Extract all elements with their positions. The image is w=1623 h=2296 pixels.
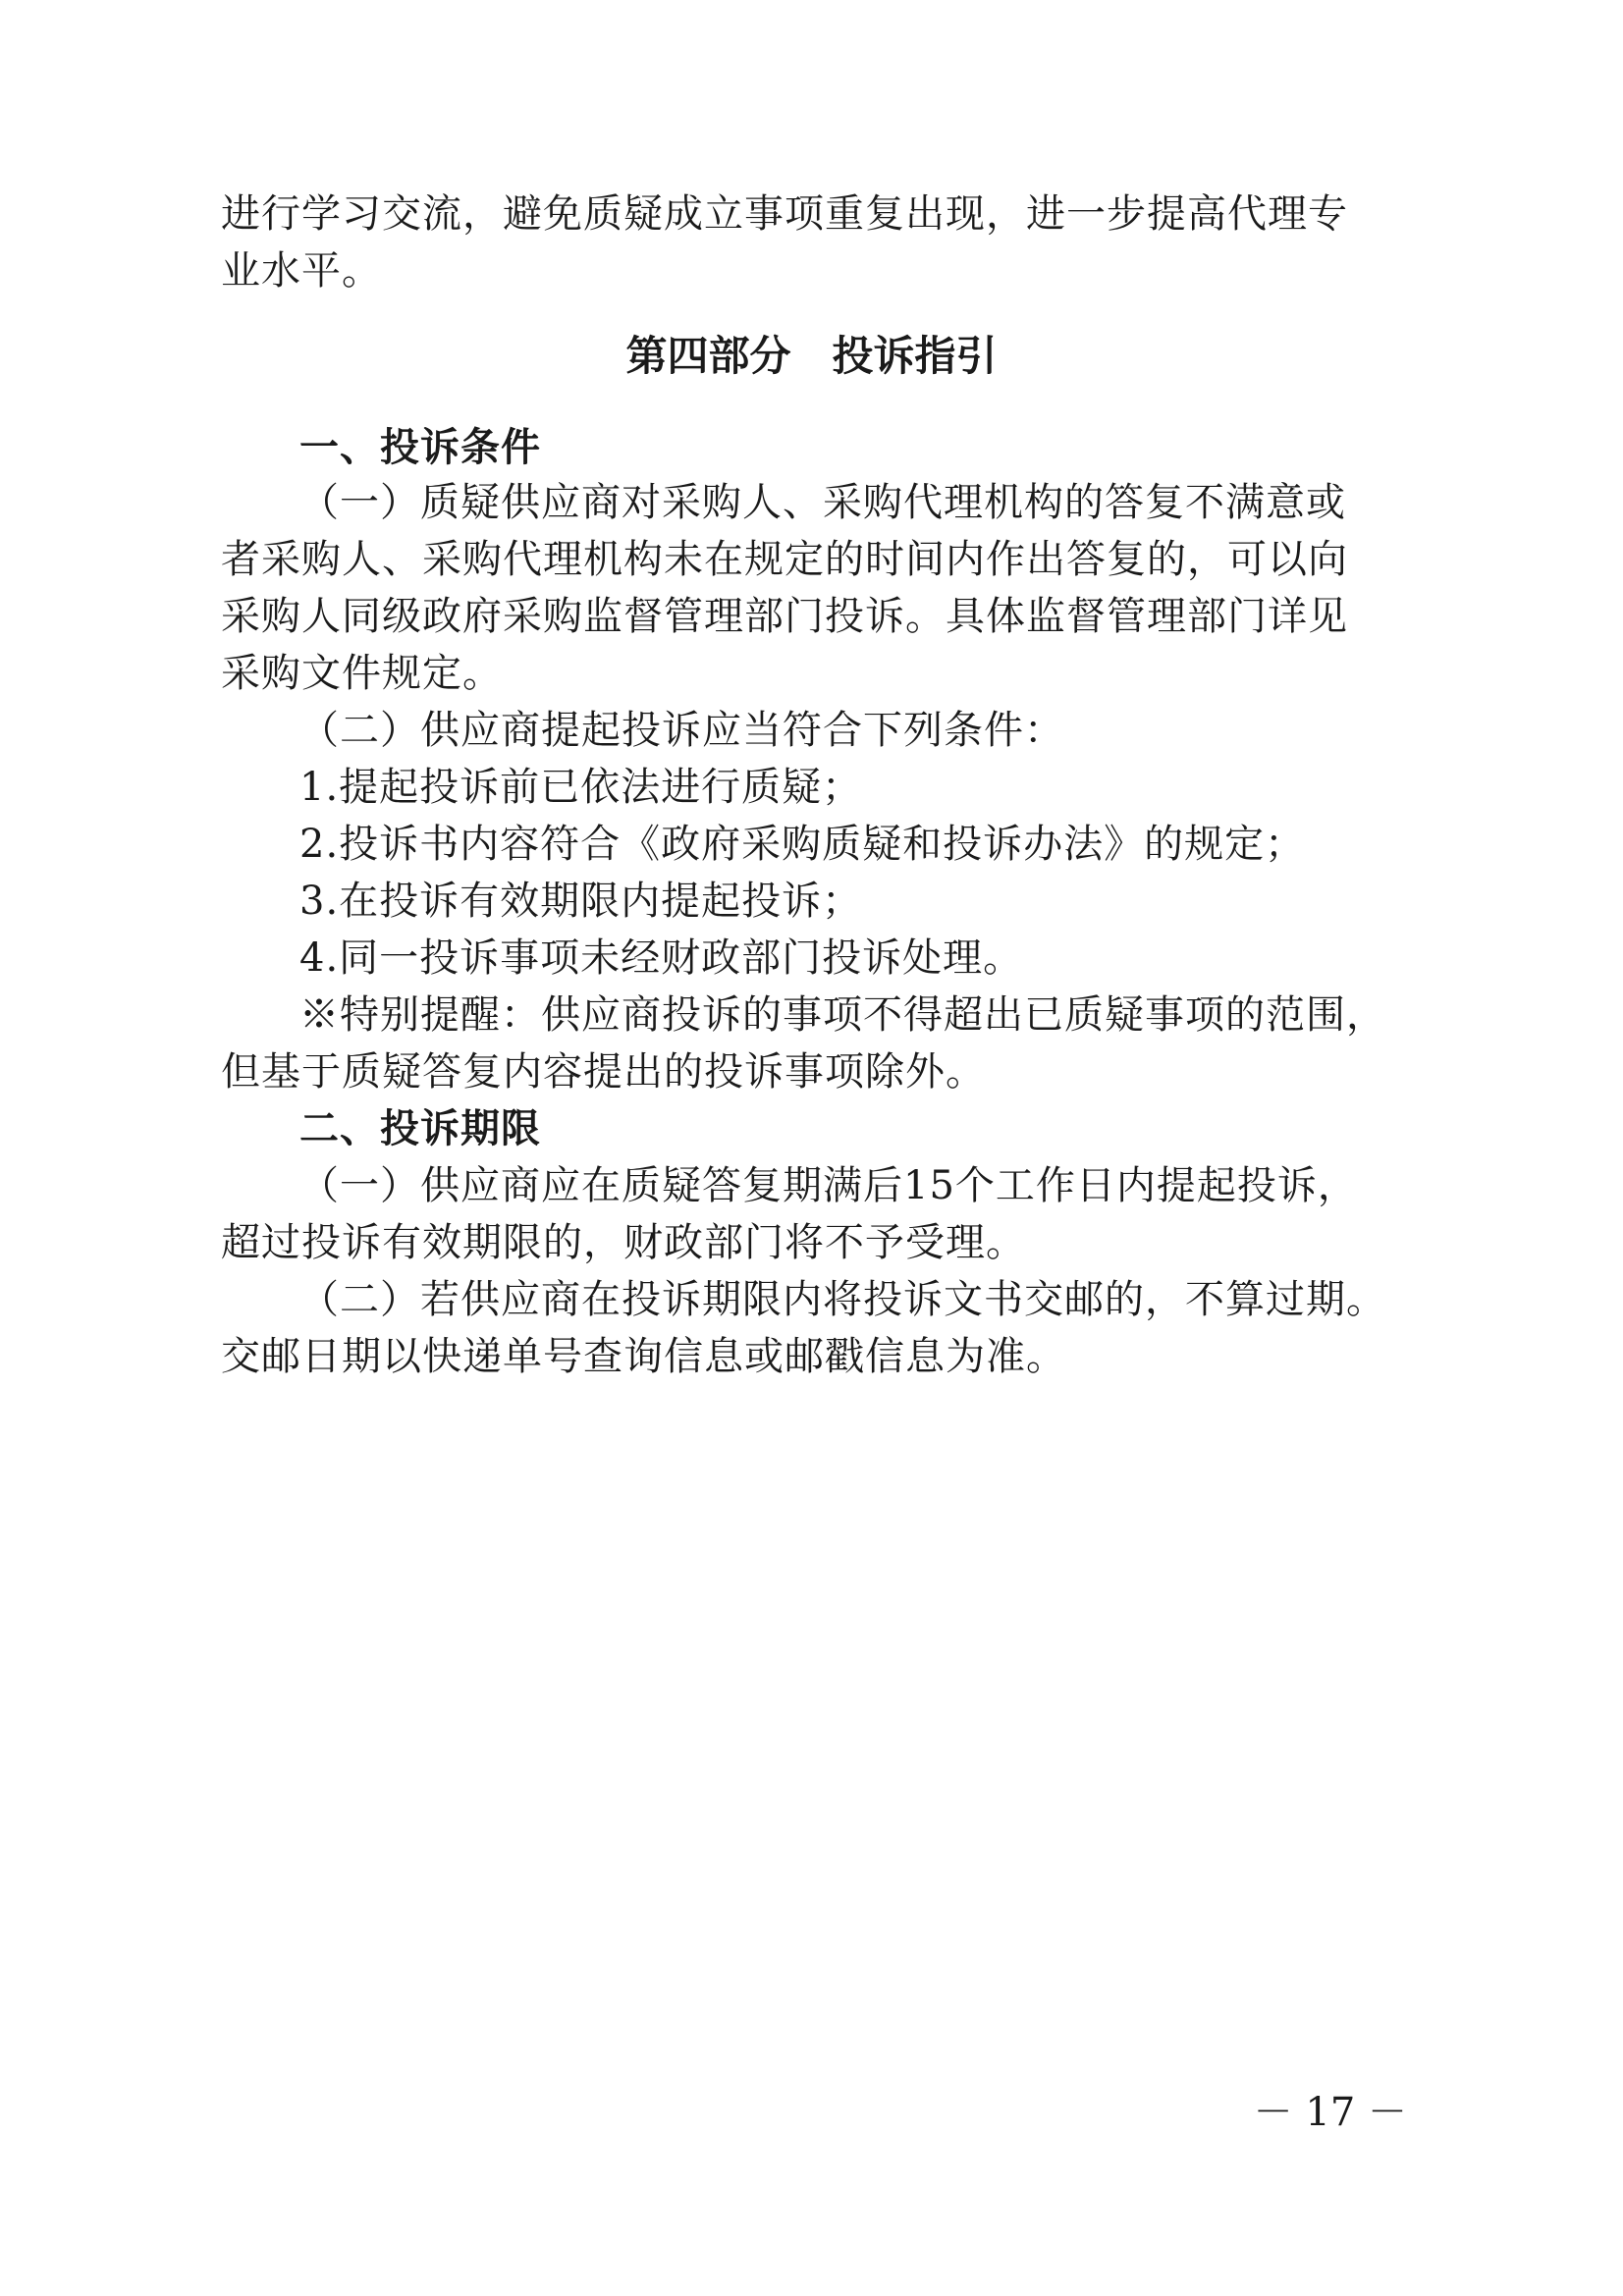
paragraph-line: 超过投诉有效期限的，财政部门将不予受理。: [221, 1220, 1026, 1265]
continuation-line-2: 业水平。: [221, 248, 382, 294]
page-number: － 17 －: [1253, 2090, 1407, 2135]
paragraph-line: 采购人同级政府采购监督管理部门投诉。具体监督管理部门详见: [221, 594, 1348, 639]
paragraph-line: 交邮日期以快递单号查询信息或邮戳信息为准。: [221, 1334, 1066, 1379]
paragraph-line: 采购文件规定。: [221, 651, 503, 696]
paragraph-line: （二）若供应商在投诉期限内将投诉文书交邮的，不算过期。: [299, 1277, 1386, 1322]
paragraph-line: （二）供应商提起投诉应当符合下列条件：: [299, 708, 1064, 753]
condition-item: 1.提起投诉前已依法进行质疑；: [299, 765, 863, 810]
condition-item: 3.在投诉有效期限内提起投诉；: [299, 879, 863, 924]
part-title: 第四部分 投诉指引: [625, 332, 998, 380]
continuation-line-1: 进行学习交流，避免质疑成立事项重复出现，进一步提高代理专: [221, 191, 1348, 237]
condition-item: 2.投诉书内容符合《政府采购质疑和投诉办法》的规定；: [299, 822, 1306, 867]
paragraph-line: （一）质疑供应商对采购人、采购代理机构的答复不满意或: [299, 480, 1346, 525]
special-reminder-line: ※特别提醒：供应商投诉的事项不得超出已质疑事项的范围，: [299, 992, 1386, 1038]
paragraph-line: （一）供应商应在质疑答复期满后15个工作日内提起投诉，: [299, 1163, 1358, 1208]
section-heading-complaint-conditions: 一、投诉条件: [299, 425, 541, 470]
special-reminder-line: 但基于质疑答复内容提出的投诉事项除外。: [221, 1049, 986, 1095]
condition-item: 4.同一投诉事项未经财政部门投诉处理。: [299, 935, 1024, 981]
paragraph-line: 者采购人、采购代理机构未在规定的时间内作出答复的，可以向: [221, 537, 1348, 582]
section-heading-complaint-period: 二、投诉期限: [299, 1106, 541, 1151]
